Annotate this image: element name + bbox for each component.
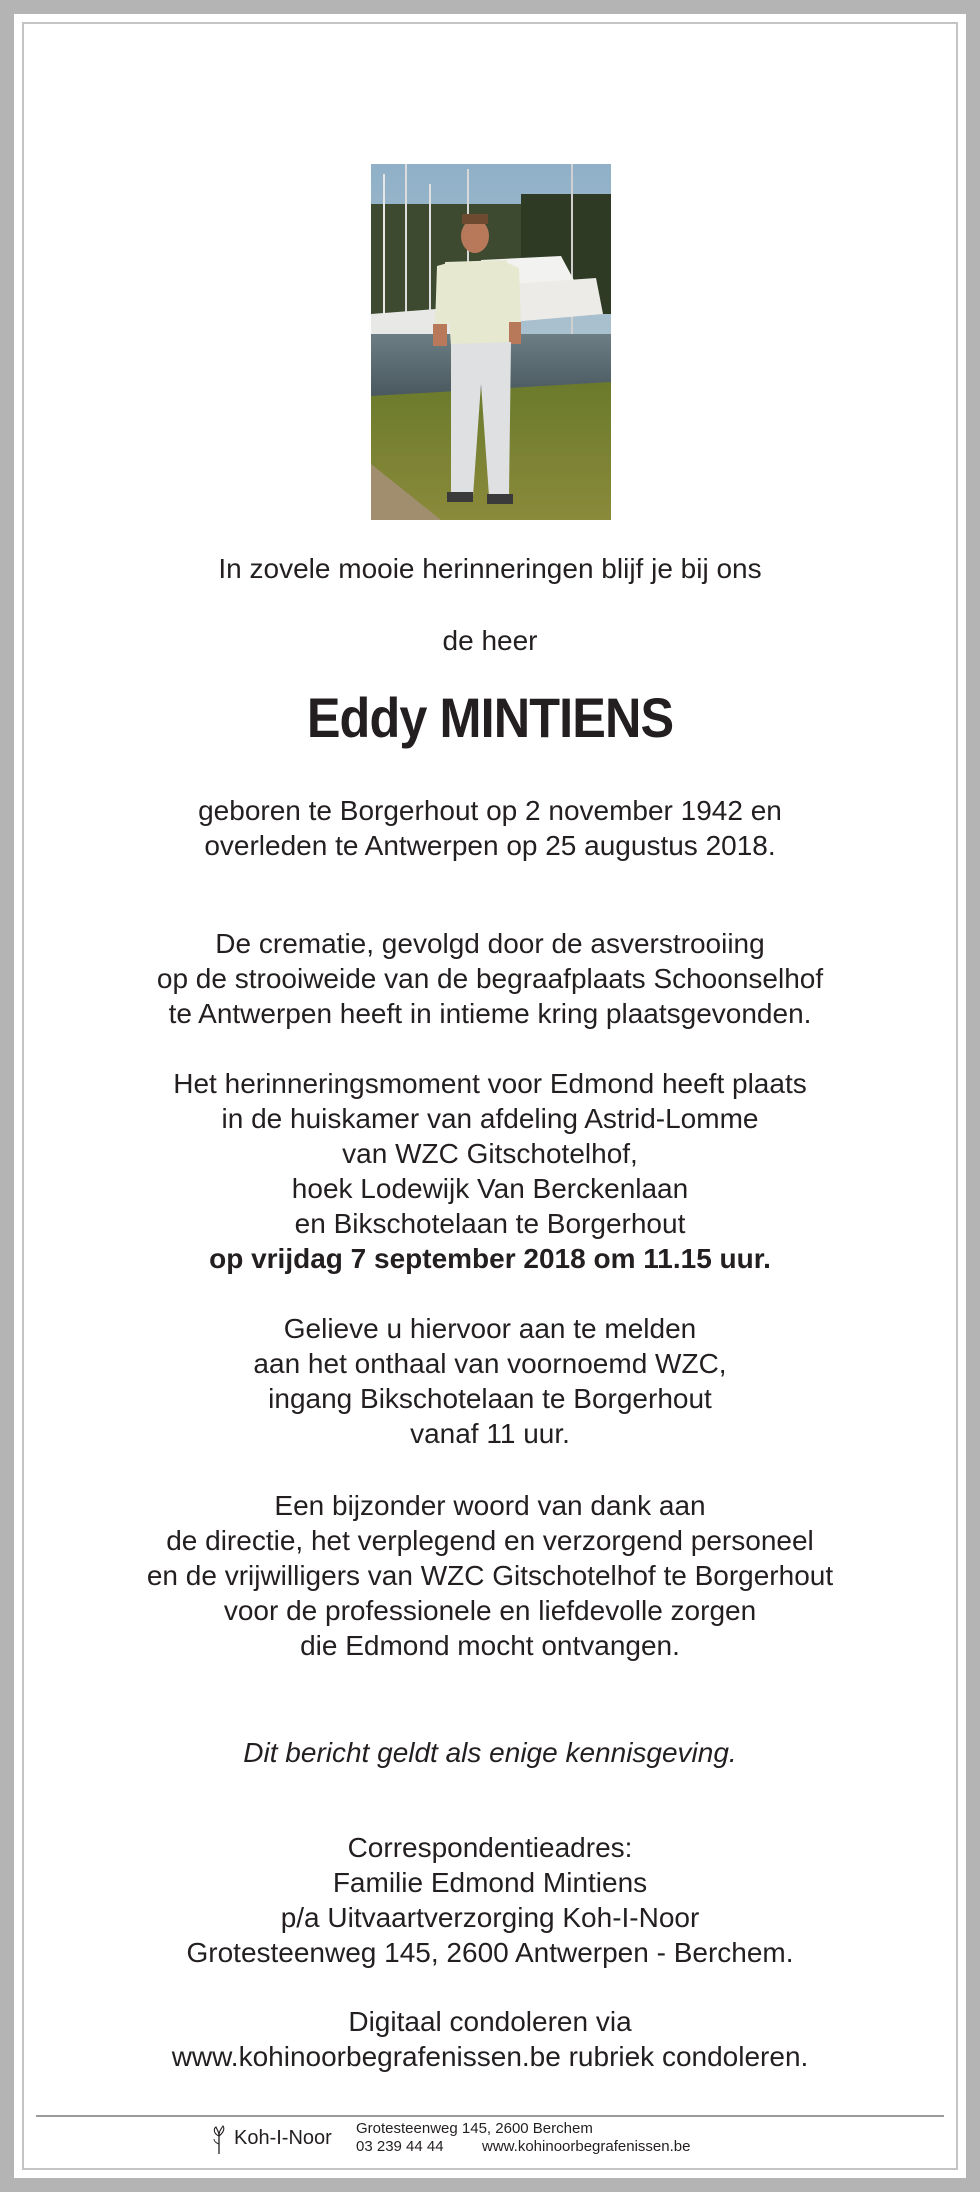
footer-address: Grotesteenweg 145, 2600 Berchem [356,2120,593,2137]
birth-line: geboren te Borgerhout op 2 november 1942 en [198,795,782,826]
memorial-line: en Bikschotelaan te Borgerhout [294,1208,686,1239]
cremation-line: op de strooiweide van de begraafplaats Schoonselhof [156,963,824,994]
registration-line: vanaf 11 uur. [410,1418,570,1449]
footer-divider [36,2115,944,2117]
flower-logo-icon [208,2124,230,2156]
title-prefix: de heer [442,625,538,656]
company-logo-text: Koh-I-Noor [234,2127,332,2149]
thanks-line: en de vrijwilligers van WZC Gitschotelhof te Borgerhout [146,1560,834,1591]
thanks-line: voor de professionele en liefdevolle zorgen [223,1595,757,1626]
thanks-line: die Edmond mocht ontvangen. [300,1630,680,1661]
condolence-link[interactable]: www.kohinoorbegrafenissen.be rubriek condoleren. [171,2041,809,2072]
thanks-line: de directie, het verplegend en verzorgend personeel [166,1525,814,1556]
deceased-name: Eddy MINTIENS [306,686,674,749]
correspondence-line: Correspondentieadres: [347,1832,633,1863]
memorial-line: Het herinneringsmoment voor Edmond heeft plaats [173,1068,807,1099]
thanks-line: Een bijzonder woord van dank aan [274,1490,706,1521]
intro-text: In zovele mooie herinneringen blijf je bij ons [218,553,762,584]
footer-phone: 03 239 44 44 [356,2138,444,2155]
death-line: overleden te Antwerpen op 25 augustus 2018. [204,830,776,861]
memorial-line: hoek Lodewijk Van Berckenlaan [291,1173,689,1204]
registration-line: Gelieve u hiervoor aan te melden [283,1313,697,1344]
notice-text: Dit bericht geldt als enige kennisgeving. [243,1737,737,1768]
registration-line: aan het onthaal van voornoemd WZC, [253,1348,727,1379]
cremation-line: De crematie, gevolgd door de asverstrooiing [215,928,765,959]
correspondence-line: Familie Edmond Mintiens [332,1867,648,1898]
condolence-line: Digitaal condoleren via [348,2006,632,2037]
registration-line: ingang Bikschotelaan te Borgerhout [268,1383,712,1414]
memorial-line: in de huiskamer van afdeling Astrid-Lomme [221,1103,759,1134]
correspondence-line: p/a Uitvaartverzorging Koh-I-Noor [280,1902,700,1933]
correspondence-line: Grotesteenweg 145, 2600 Antwerpen - Berchem. [186,1937,794,1968]
cremation-line: te Antwerpen heeft in intieme kring plaatsgevonden. [168,998,812,1029]
memorial-datetime: op vrijdag 7 september 2018 om 11.15 uur. [209,1243,771,1274]
footer-contact [356,2120,690,2156]
footer-website[interactable]: www.kohinoorbegrafenissen.be [482,2138,691,2155]
memorial-line: van WZC Gitschotelhof, [342,1138,638,1169]
portrait-photo [371,164,611,520]
